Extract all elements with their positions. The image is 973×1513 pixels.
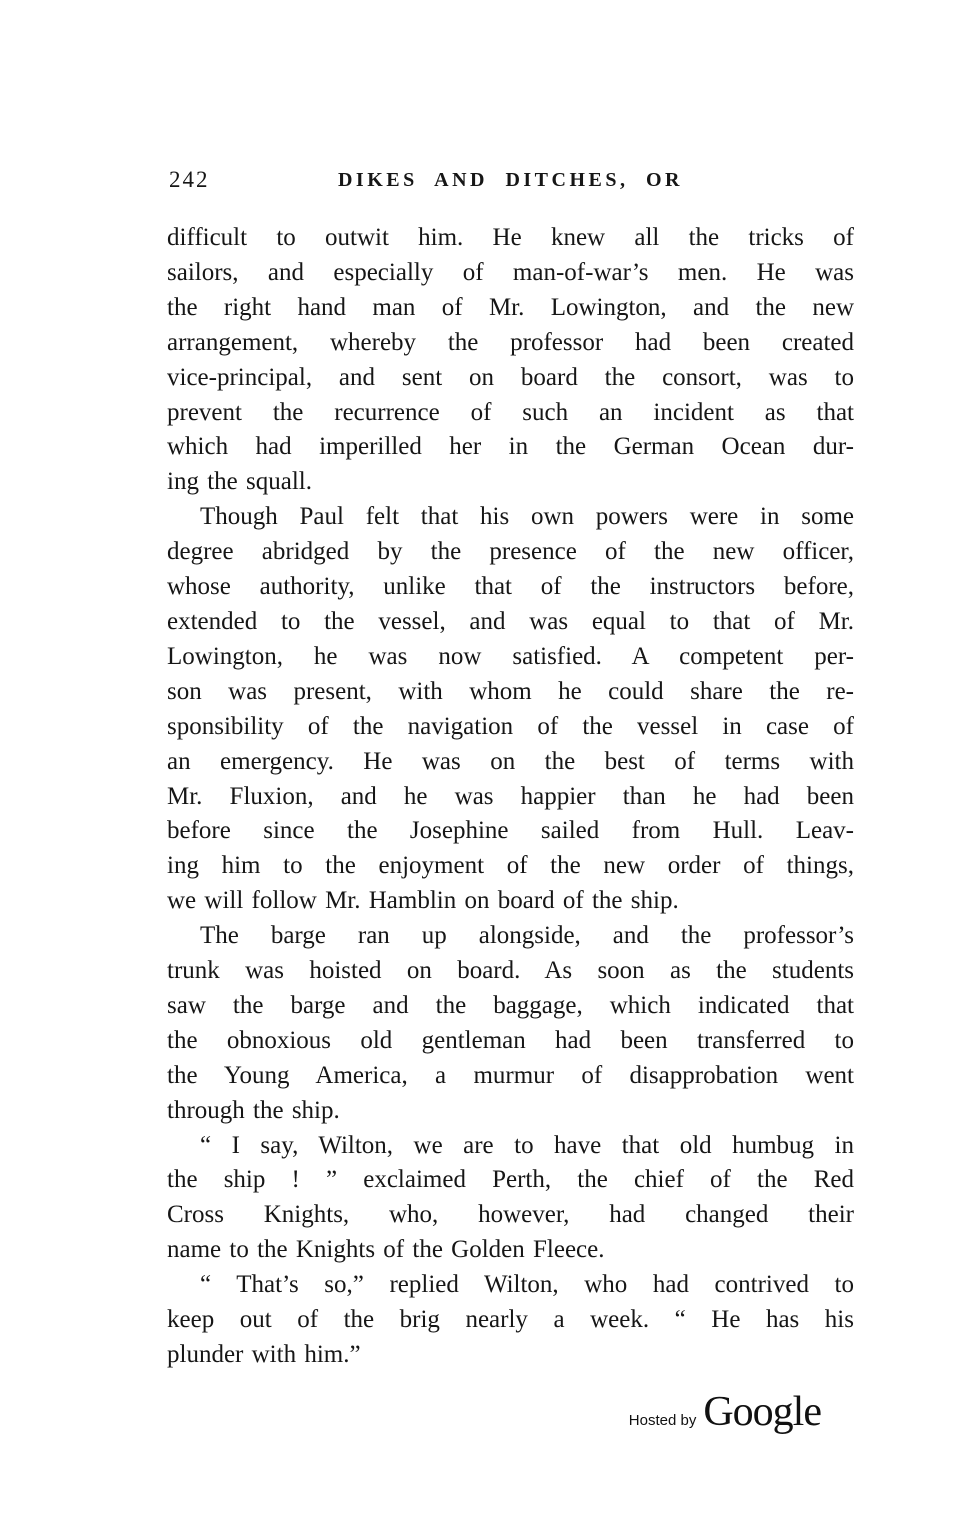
text-line: before since the Josephine sailed from Hull. Leav-: [167, 817, 854, 845]
text-line: the right hand man of Mr. Lowington, and the new: [167, 293, 854, 321]
text-line: Mr. Fluxion, and he was happier than he had been: [167, 782, 854, 810]
google-logo: Google: [703, 1389, 821, 1435]
paragraph: [167, 1268, 854, 1373]
text-line: Lowington, he was now satisfied. A competent per-: [167, 642, 854, 670]
text-line: trunk was hoisted on board. As soon as the students: [167, 957, 854, 985]
text-line: the ship ! ” exclaimed Perth, the chief of the Red: [167, 1166, 854, 1194]
text-line: through the ship.: [167, 1096, 340, 1124]
page-footer: [629, 1391, 821, 1433]
text-line: plunder with him.”: [167, 1341, 361, 1368]
paragraph: [167, 919, 854, 1128]
text-line: Cross Knights, who, however, had changed their: [167, 1201, 854, 1229]
hosted-by-label: Hosted by: [628, 1412, 697, 1429]
text-line: degree abridged by the presence of the new officer,: [167, 538, 854, 566]
body-text: [167, 221, 854, 1373]
text-line: keep out of the brig nearly a week. “ He has his: [167, 1306, 854, 1334]
page-number: 242: [169, 167, 210, 192]
text-line: difficult to outwit him. He knew all the tricks of: [167, 224, 854, 251]
text-line: name to the Knights of the Golden Fleece.: [167, 1236, 605, 1264]
text-line: sponsibility of the navigation of the vessel in case of: [167, 712, 854, 740]
paragraph: [167, 1129, 854, 1269]
text-line: saw the barge and the baggage, which indicated that: [167, 991, 854, 1019]
page-header: [167, 167, 854, 195]
text-line: The barge ran up alongside, and the professor’s: [200, 922, 854, 950]
text-line: “ That’s so,” replied Wilton, who had contrived to: [200, 1271, 854, 1299]
text-line: Though Paul felt that his own powers were in some: [200, 503, 854, 531]
paragraph: [167, 500, 854, 919]
text-line: prevent the recurrence of such an incident as that: [167, 398, 854, 426]
running-title: DIKES AND DITCHES, OR: [337, 169, 683, 191]
text-line: son was present, with whom he could share the re-: [167, 677, 854, 705]
text-line: ing him to the enjoyment of the new order of things,: [167, 852, 854, 880]
text-line: vice-principal, and sent on board the consort, was to: [167, 363, 854, 391]
text-line: whose authority, unlike that of the instructors before,: [167, 573, 854, 601]
text-line: ing the squall.: [167, 468, 312, 496]
text-line: arrangement, whereby the professor had been created: [167, 328, 854, 356]
paragraph: [167, 221, 854, 500]
text-line: an emergency. He was on the best of terms with: [167, 747, 854, 775]
text-line: the Young America, a murmur of disapprobation went: [167, 1061, 854, 1089]
text-line: the obnoxious old gentleman had been transferred to: [167, 1026, 854, 1054]
text-line: we will follow Mr. Hamblin on board of the ship.: [167, 887, 679, 915]
text-line: “ I say, Wilton, we are to have that old humbug in: [200, 1131, 854, 1159]
text-line: extended to the vessel, and was equal to that of Mr.: [167, 607, 854, 635]
text-line: sailors, and especially of man-of-war’s men. He was: [167, 258, 854, 286]
text-line: which had imperilled her in the German Ocean dur-: [167, 433, 854, 461]
